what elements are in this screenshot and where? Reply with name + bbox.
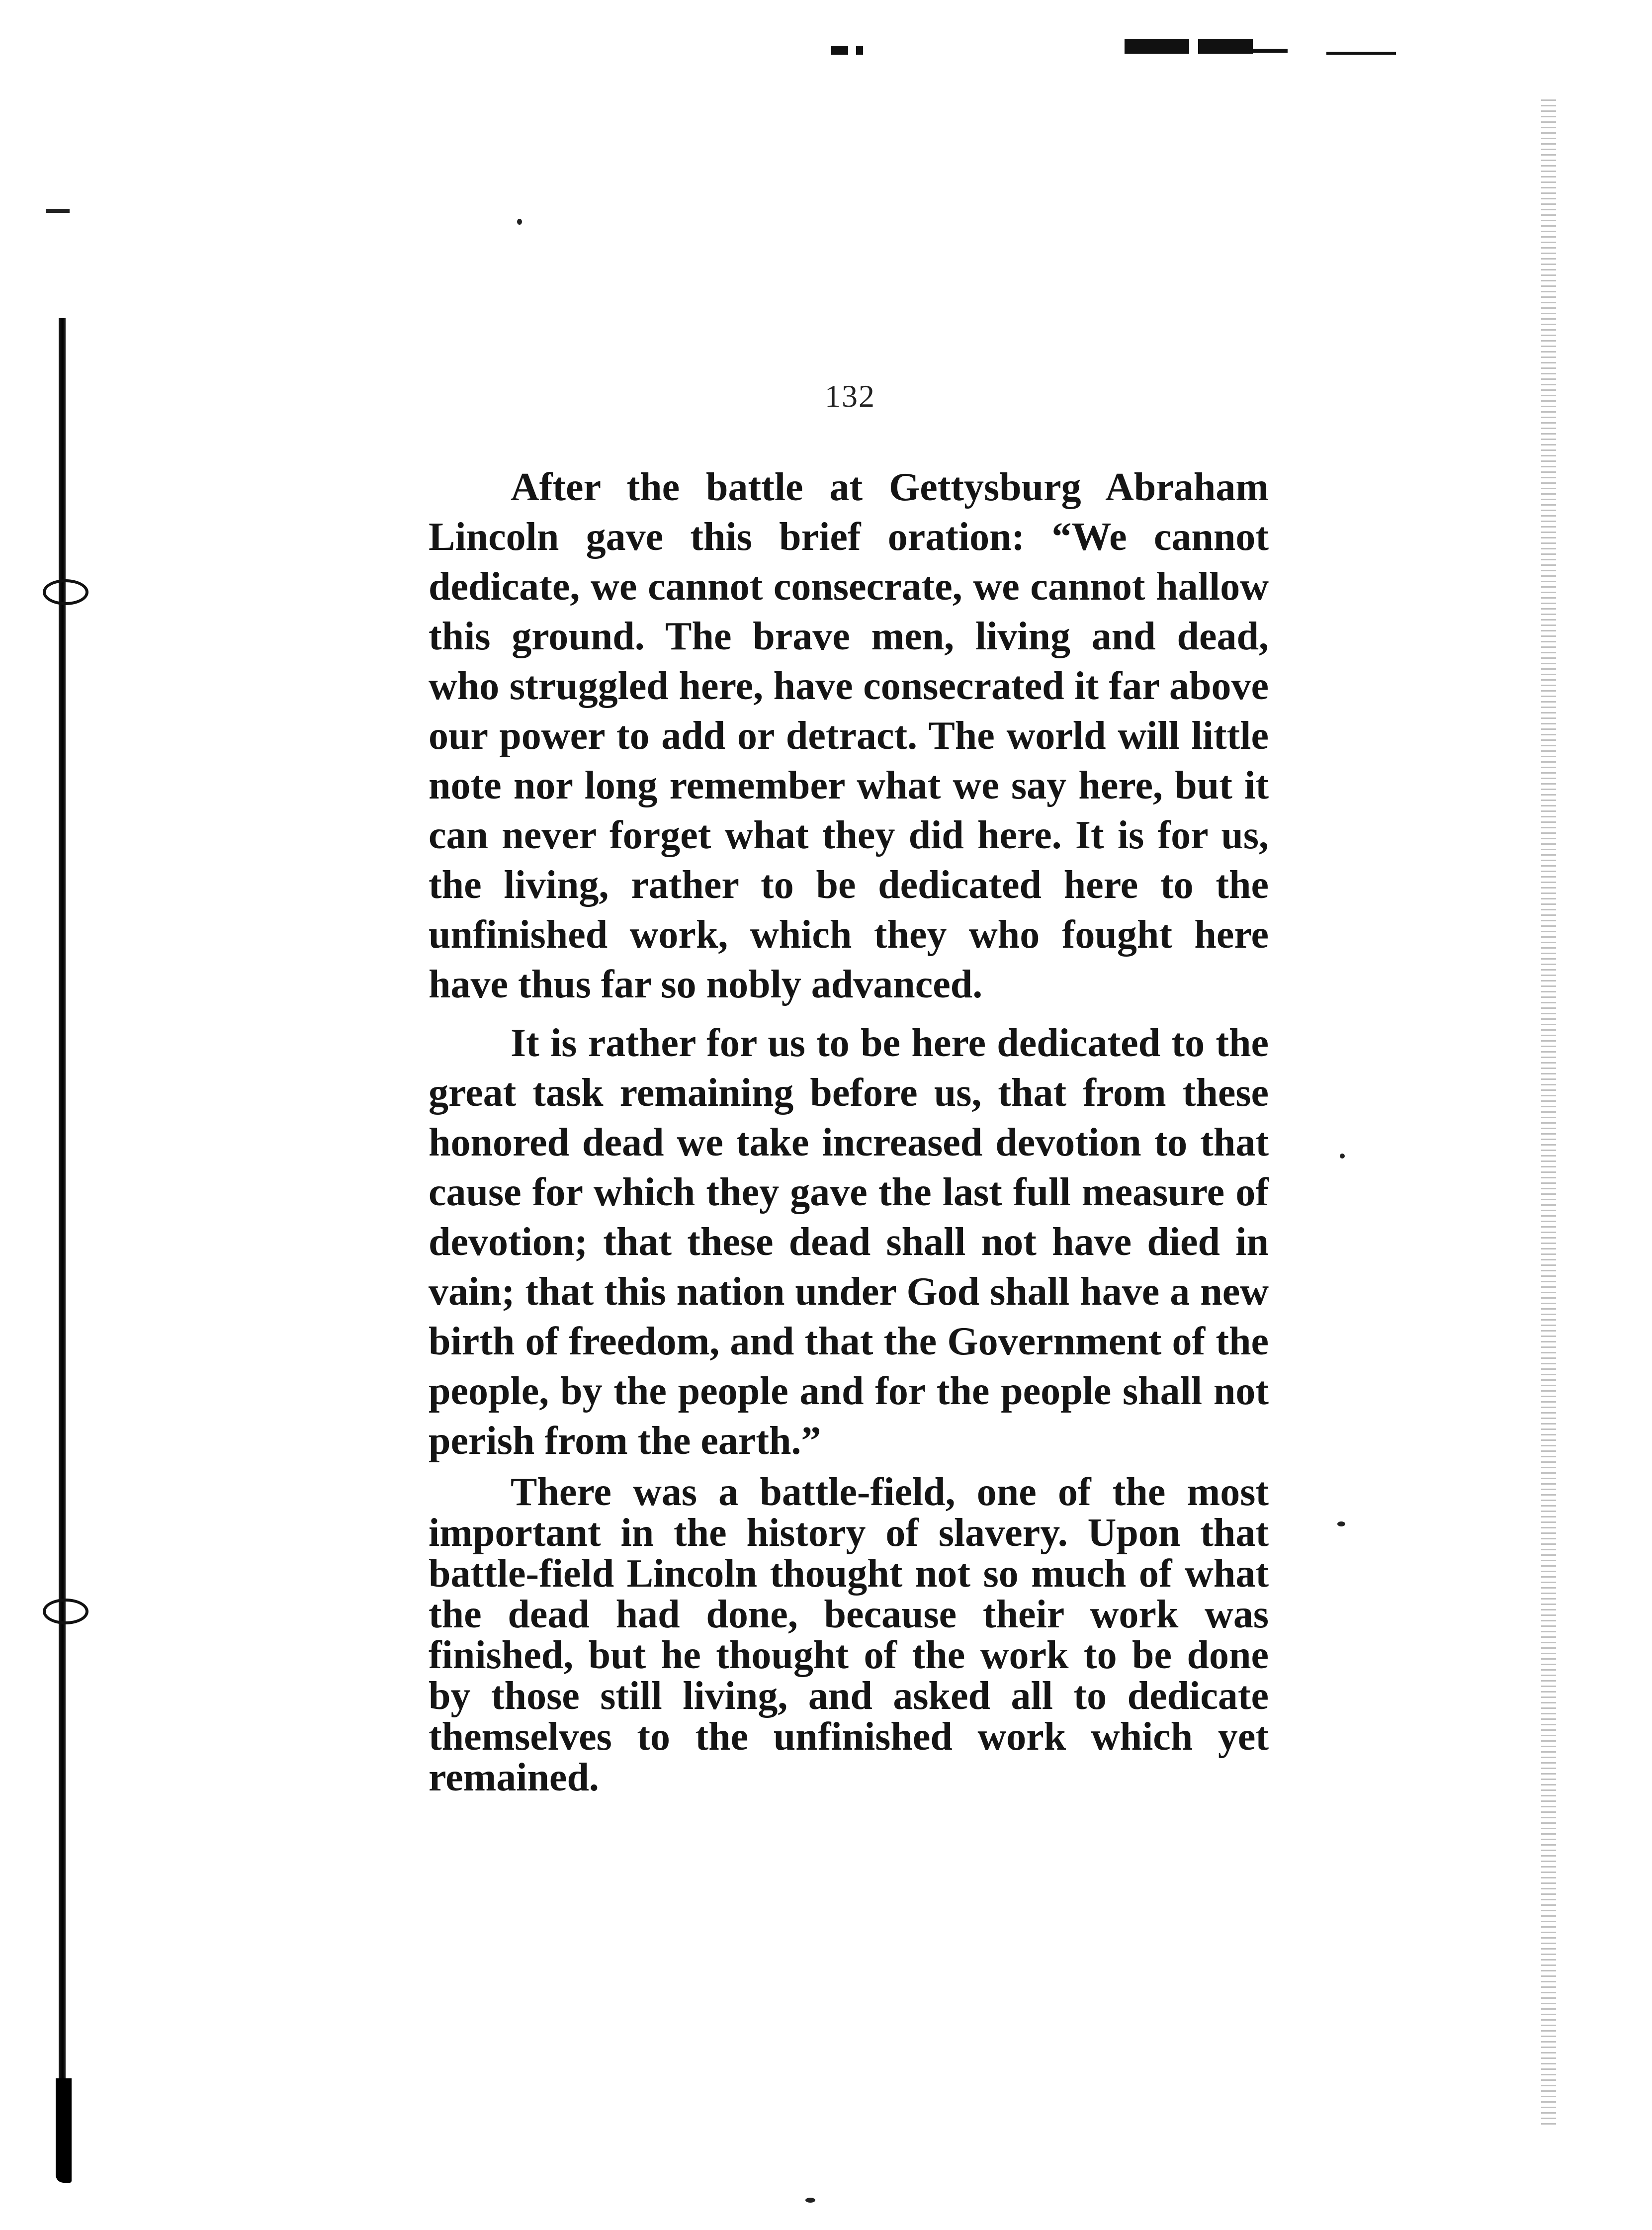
page-number: 132	[825, 378, 875, 414]
speck	[1340, 1154, 1345, 1159]
page-edge-speckle	[1541, 99, 1556, 2128]
scan-mark	[831, 46, 848, 55]
scan-mark	[1125, 39, 1189, 54]
speck	[805, 2198, 815, 2203]
binding-edge-tip	[56, 2078, 72, 2183]
scan-mark	[1326, 52, 1396, 55]
paragraph-gettysburg-address-part-1: After the battle at Gettysburg Abraham Lincoln gave this brief oration: “We cannot dedicate, we cannot consecrate, we cannot hallow this ground. The brave men, living and dead, who struggled here, have consecrated it far above our power to add or detract. The world will little note nor long remember what we say here, but it can never forget what they did here. It is for us, the living, rather to be dedicated here to the unfinished work, which they who fought here have thus far so nobly advanced.	[429, 465, 1269, 1006]
scan-mark	[1253, 49, 1288, 53]
scan-arrow-mark	[46, 209, 70, 213]
body-text	[429, 462, 1269, 1798]
speck	[1337, 1521, 1345, 1526]
paragraph-gettysburg-address-part-2: It is rather for us to be here dedicated to the great task remaining before us, that from these honored dead we take increased devotion to that cause for which they gave the last full measure of devotion; that these dead shall not have died in vain; that this nation under God shall have a new birth of freedom, and that the Government of the people, by the people and for the people shall not perish from the earth.”	[429, 1021, 1269, 1463]
binding-notch	[43, 1599, 88, 1624]
speck	[517, 219, 522, 225]
scan-mark	[856, 46, 863, 55]
scan-mark	[1198, 39, 1253, 54]
binding-notch	[43, 579, 88, 605]
paragraph-commentary: There was a battle-field, one of the most important in the history of slavery. Upon that battle-field Lincoln thought not so much of what the dead had done, because their work was finished, but he thought of the work to be done by those still living, and asked all to dedicate themselves to the unfinished work which yet remained.	[429, 1470, 1269, 1799]
